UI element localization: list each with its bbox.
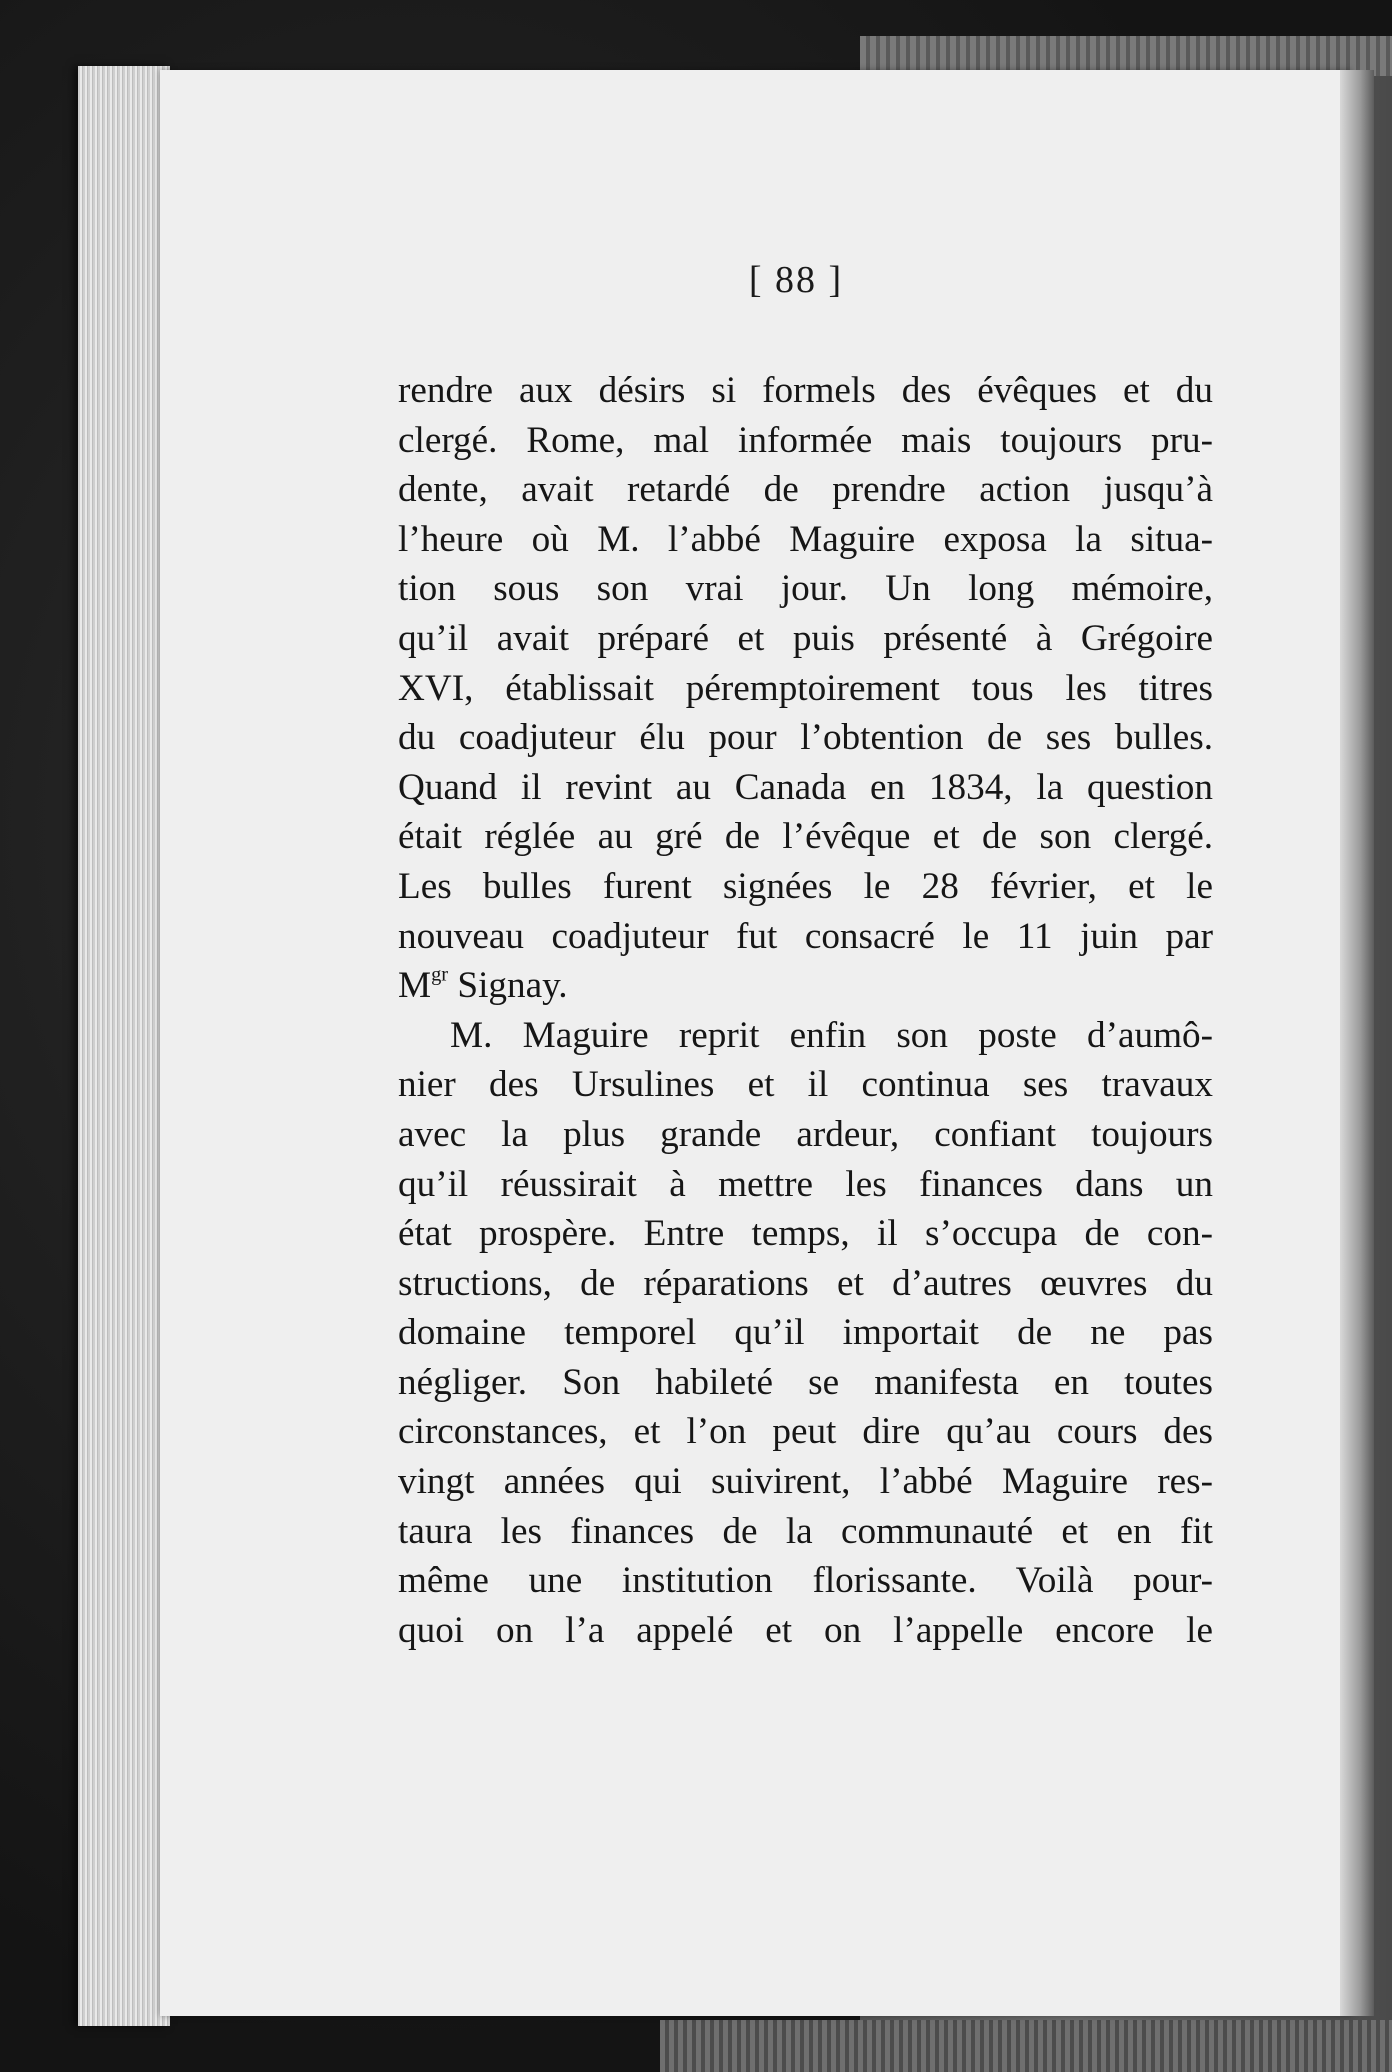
text-line: négliger. Son habileté se manifesta en toutes <box>398 1361 1213 1403</box>
body-text <box>398 366 1213 1655</box>
abbr-rest: Signay. <box>448 965 568 1007</box>
text-line: quoi on l’a appelé et on l’appelle encore le <box>398 1609 1213 1651</box>
text-line: taura les finances de la communauté et en fit <box>398 1510 1213 1552</box>
text-line: vingt années qui suivirent, l’abbé Maguire res- <box>398 1461 1213 1503</box>
text-line: domaine temporel qu’il importait de ne pas <box>398 1312 1213 1354</box>
text-line: avec la plus grande ardeur, confiant toujours <box>398 1113 1213 1155</box>
text-line: nier des Ursulines et il continua ses travaux <box>398 1064 1213 1106</box>
text-line: M. Maguire reprit enfin son poste d’aumô- <box>450 1014 1213 1056</box>
paragraph-1 <box>398 366 1213 1011</box>
text-line: était réglée au gré de l’évêque et de son clergé. <box>398 816 1213 858</box>
text-line: rendre aux désirs si formels des évêques et du <box>398 370 1213 411</box>
text-line: l’heure où M. l’abbé Maguire exposa la situa- <box>398 518 1213 560</box>
text-line: nouveau coadjuteur fut consacré le 11 juin par <box>398 915 1213 957</box>
back-cover-bottom-edge <box>660 2020 1392 2072</box>
text-line: structions, de réparations et d’autres œuvres du <box>398 1262 1213 1304</box>
text-line: circonstances, et l’on peut dire qu’au cours des <box>398 1411 1213 1453</box>
text-line: Quand il revint au Canada en 1834, la question <box>398 766 1213 808</box>
text-line: clergé. Rome, mal informée mais toujours pru- <box>398 419 1213 461</box>
abbr-base: M <box>398 965 432 1007</box>
text-line: qu’il réussirait à mettre les finances dans un <box>398 1163 1213 1205</box>
text-line: Les bulles furent signées le 28 février, et le <box>398 865 1213 907</box>
text-line-last <box>398 961 1213 1011</box>
page-right-edge <box>1340 70 1374 2016</box>
text-line: même une institution florissante. Voilà pour- <box>398 1560 1213 1602</box>
text-line: dente, avait retardé de prendre action jusqu’à <box>398 469 1213 511</box>
text-line: XVI, établissait péremptoirement tous les titres <box>398 667 1213 709</box>
text-line: tion sous son vrai jour. Un long mémoire, <box>398 568 1213 610</box>
text-line: état prospère. Entre temps, il s’occupa de con- <box>398 1213 1213 1255</box>
abbr-superscript: gr <box>431 963 449 986</box>
text-line: qu’il avait préparé et puis présenté à Grégoire <box>398 617 1213 659</box>
page-edges-stack <box>78 66 170 2026</box>
text-line: du coadjuteur élu pour l’obtention de ses bulles. <box>398 717 1213 759</box>
page-number: [ 88 ] <box>748 259 844 301</box>
paragraph-2 <box>398 1011 1213 1656</box>
